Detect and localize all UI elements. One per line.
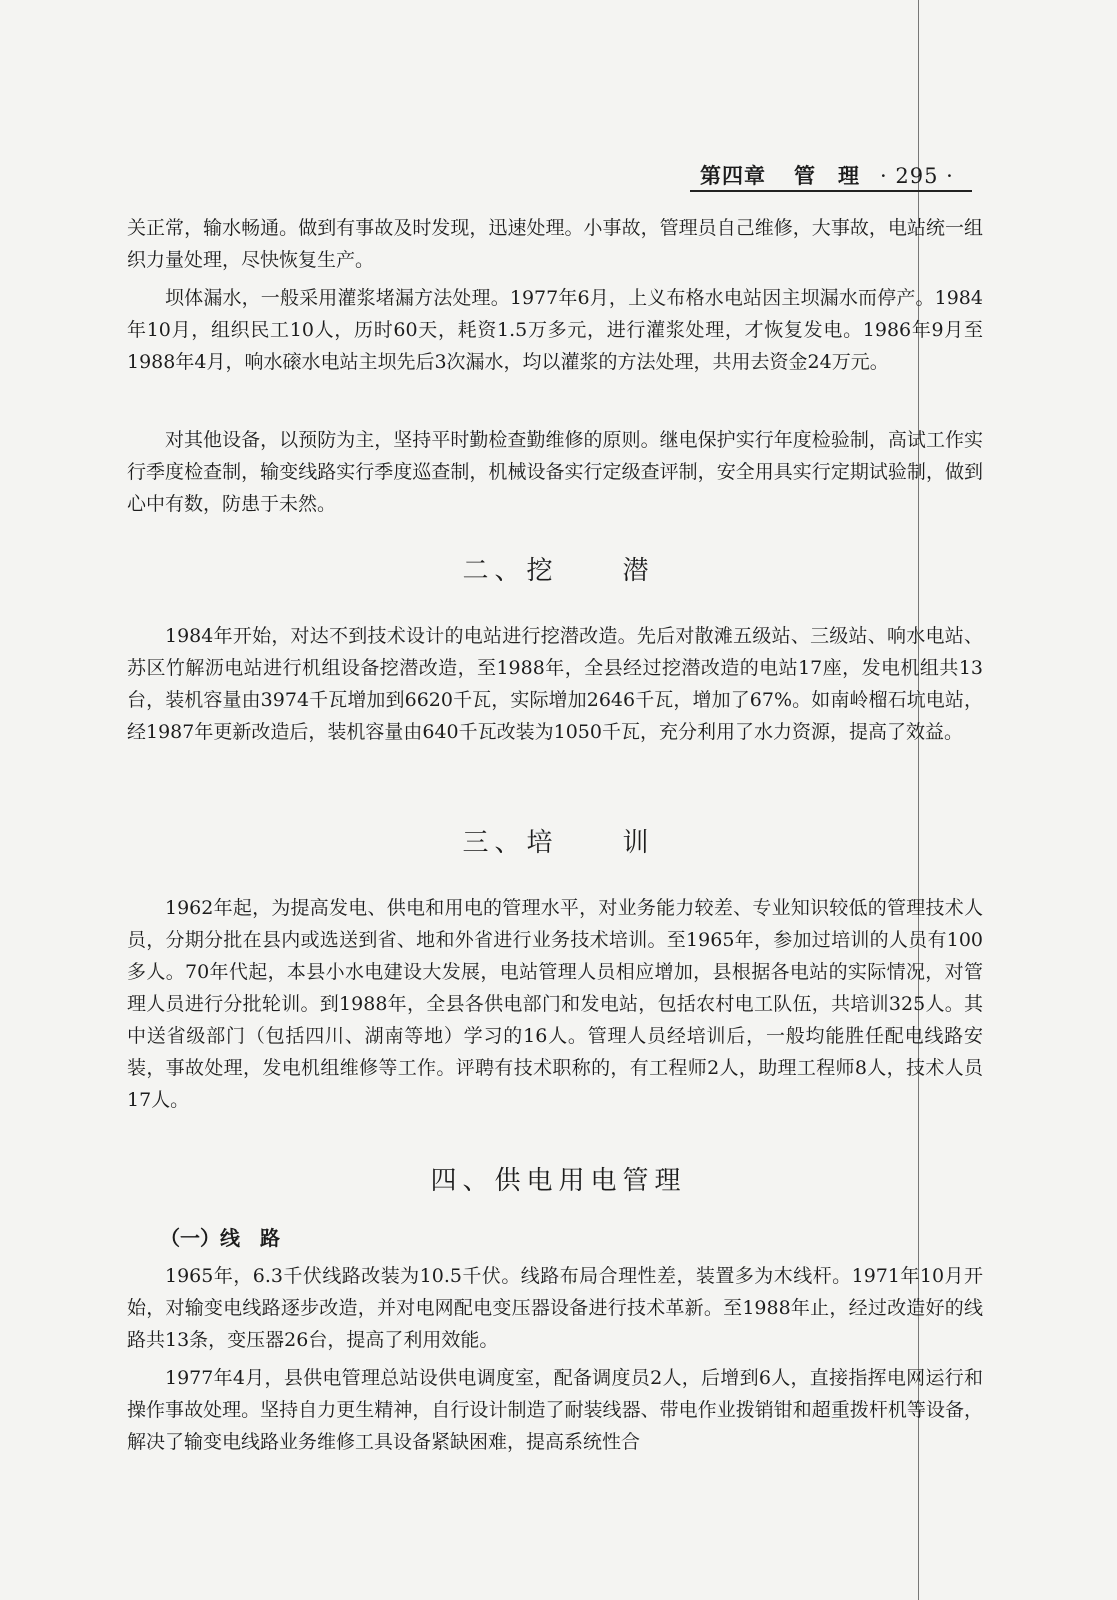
paragraph: 坝体漏水，一般采用灌浆堵漏方法处理。1977年6月，上义布格水电站因主坝漏水而停产。1984年10月，组织民工10人，历时60天，耗资1.5万多元，进行灌浆处理，才恢复发电。1986年9月至1988年4月，响水磙水电站主坝先后3次漏水，均以灌浆的方法处理，共用去资金24万元。	[127, 287, 983, 373]
page-number: · 295 ·	[880, 164, 954, 188]
running-header	[700, 160, 954, 190]
section-heading: 二、挖 潜	[462, 556, 655, 586]
paragraph: 1962年起，为提高发电、供电和用电的管理水平，对业务能力较差、专业知识较低的管理技术人员，分期分批在县内或选送到省、地和外省进行业务技术培训。至1965年，参加过培训的人员有100多人。70年代起，本县小水电建设大发展，电站管理人员相应增加，县根据各电站的实际情况，对管理人员进行分批轮训。到1988年，全县各供电部门和发电站，包括农村电工队伍，共培训325人。其中送省级部门（包括四川、湖南等地）学习的16人。管理人员经培训后，一般均能胜任配电线路安装，事故处理，发电机组维修等工作。评聘有技术职称的，有工程师2人，助理工程师8人，技术人员17人。	[127, 897, 983, 1111]
subsection-heading: （一）线 路	[160, 1226, 280, 1250]
paragraph: 1965年，6.3千伏线路改装为10.5千伏。线路布局合理性差，装置多为木线杆。1971年10月开始，对输变电线路逐步改造，并对电网配电变压器设备进行技术革新。至1988年止，经过改造好的线路共13条，变压器26台，提高了利用效能。	[127, 1265, 983, 1351]
section-heading: 三、培 训	[462, 828, 655, 858]
paragraph: 对其他设备，以预防为主，坚持平时勤检查勤维修的原则。继电保护实行年度检验制，高试工作实行季度检查制，输变线路实行季度巡查制，机械设备实行定级查评制，安全用具实行定期试验制，做到心中有数，防患于未然。	[127, 429, 983, 515]
chapter-title: 管 理	[794, 163, 860, 188]
chapter-label: 第四章	[700, 163, 766, 188]
section-heading: 四、供电用电管理	[430, 1166, 687, 1196]
header-rule	[690, 190, 972, 192]
paragraph: 1977年4月，县供电管理总站设供电调度室，配备调度员2人，后增到6人，直接指挥电网运行和操作事故处理。坚持自力更生精神，自行设计制造了耐装线器、带电作业拨销钳和超重拨杆机等设备，解决了输变电线路业务维修工具设备紧缺困难，提高系统性合	[127, 1367, 983, 1453]
paragraph: 1984年开始，对达不到技术设计的电站进行挖潜改造。先后对散滩五级站、三级站、响水电站、苏区竹解沥电站进行机组设备挖潜改造，至1988年，全县经过挖潜改造的电站17座，发电机组共13台，装机容量由3974千瓦增加到6620千瓦，实际增加2646千瓦，增加了67%。如南岭榴石坑电站，经1987年更新改造后，装机容量由640千瓦改装为1050千瓦，充分利用了水力资源，提高了效益。	[127, 625, 983, 743]
paragraph: 关正常，输水畅通。做到有事故及时发现，迅速处理。小事故，管理员自己维修，大事故，电站统一组织力量处理，尽快恢复生产。	[127, 217, 983, 271]
